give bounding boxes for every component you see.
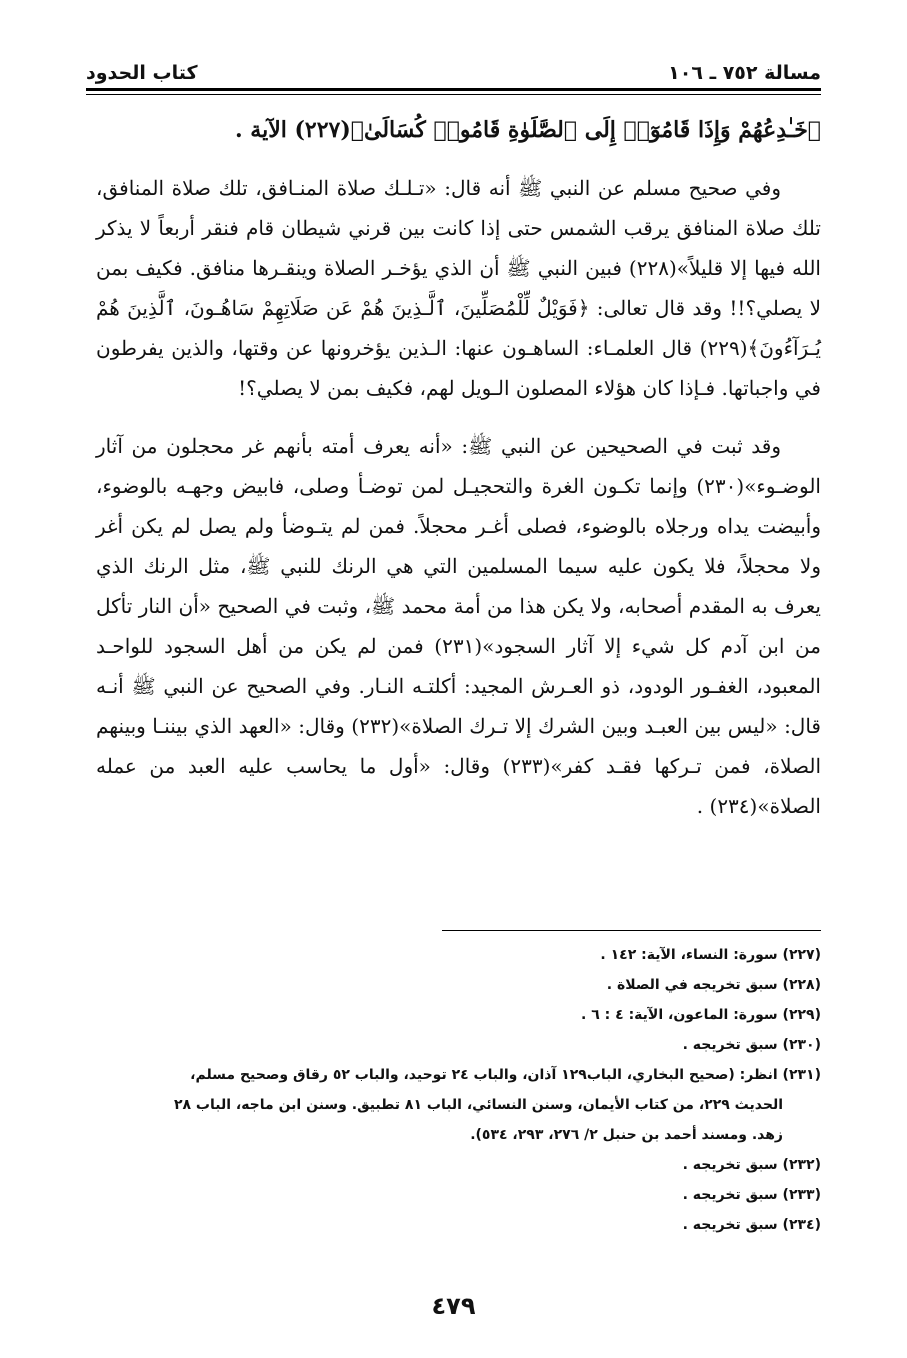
header-issue-number: مسالة ٧٥٢ ـ ١٠٦ bbox=[668, 62, 821, 84]
footnote-continuation: الحديث ٢٢٩، من كتاب الأيمان، وسنن النسائي، الباب ٨١ تطبيق. وسنن ابن ماجه، الباب ٢٨ bbox=[173, 1097, 783, 1113]
main-text bbox=[96, 110, 821, 844]
footnote: (٢٣٢) سبق تخريجه . bbox=[682, 1157, 821, 1173]
footnote: (٢٣٤) سبق تخريجه . bbox=[682, 1217, 821, 1233]
footnotes bbox=[96, 940, 821, 1240]
footnote: (٢٢٨) سبق تخريجه في الصلاة . bbox=[606, 977, 821, 993]
footnote: (٢٣١) انظر: (صحيح البخاري، الباب١٢٩ آذان، والباب ٢٤ توحيد، والباب ٥٢ رقاق وصحيح مسلم، bbox=[190, 1067, 821, 1083]
footnote: (٢٢٩) سورة: الماعون، الآية: ٤ : ٦ . bbox=[581, 1007, 821, 1023]
footnote: (٢٣٣) سبق تخريجه . bbox=[682, 1187, 821, 1203]
footnote-divider bbox=[442, 930, 821, 931]
running-header bbox=[86, 40, 821, 84]
footnote: (٢٣٠) سبق تخريجه . bbox=[682, 1037, 821, 1053]
footnote: (٢٢٧) سورة: النساء، الآية: ١٤٢ . bbox=[600, 947, 821, 963]
header-book-title: كتاب الحدود bbox=[86, 62, 198, 84]
verse-line: ﴿خَـٰدِعُهُمْ وَإِذَا قَامُوٓا۟ إِلَى ٱلصَّلَوٰةِ قَامُوا۟ كُسَالَىٰ﴾(٢٢٧) الآية . bbox=[234, 117, 821, 143]
footnote-continuation: زهد. ومسند أحمد بن حنبل ٢/ ٢٧٦، ٢٩٣، ٥٣٤). bbox=[470, 1127, 783, 1143]
paragraph: وقد ثبت في الصحيحين عن النبي ﷺ: «أنه يعرف أمته بأنهم غر محجلون من آثار الوضـوء»(٢٣٠) وإنما تكـون الغرة والتحجيـل لمن توضـأ وصلى، فابيض وجهـه بالوضوء، وأبيضت يداه ورجلاه بالوضوء، فصلى أغـر محجلاً. فمن لم يتـوضأ ولم يصل لم يكن أغر ولا محجلاً، فلا يكون عليه سيما المسلمين التي هي الرنك للنبي ﷺ، مثل الرنك الذي يعرف به المقدم أصحابه، ولا يكن هذا من أمة محمد ﷺ، وثبت في الصحيح «أن النار تأكل من ابن آدم كل شيء إلا آثار السجود»(٢٣١) فمن لم يكن من أهل السجود للواحـد المعبود، الغفـور الودود، ذو العـرش المجيد: أكلتـه النـار. وفي الصحيح عن النبي ﷺ أنـه قال: «ليس بين العبـد وبين الشرك إلا تـرك الصلاة»(٢٣٢) وقال: «العهد الذي بيننـا وبينهم الصلاة، فمن تـركها فقـد كفر»(٢٣٣) وقال: «أول ما يحاسب عليه العبد من عمله الصلاة»(٢٣٤) . bbox=[96, 434, 821, 818]
paragraph: وفي صحيح مسلم عن النبي ﷺ أنه قال: «تـلـك صلاة المنـافق، تلك صلاة المنافق، تلك صلاة المنافق يرقب الشمس حتى إذا كانت بين قرني شيطان قام فنقر أربعاً لا يذكر الله فيها إلا قليلاً»(٢٢٨) فبين النبي ﷺ أن الذي يؤخـر الصلاة وينقـرها منافق. فكيف بمن لا يصلي؟!! وقد قال تعالى: ﴿فَوَيْلٌ لِّلْمُصَلِّينَ، ٱلَّـذِينَ هُمْ عَن صَلَاتِهِمْ سَاهُـونَ، ٱلَّذِينَ هُمْ يُـرَآءُونَ﴾(٢٢٩) قال العلمـاء: الساهـون عنها: الـذين يؤخرونها عن وقتها، والذين يفرطون في واجباتها. فـإذا كان هؤلاء المصلون الـويل لهم، فكيف بمن لا يصلي؟! bbox=[96, 176, 821, 400]
header-rule bbox=[86, 88, 821, 95]
page-number: ٤٧٩ bbox=[431, 1292, 476, 1320]
